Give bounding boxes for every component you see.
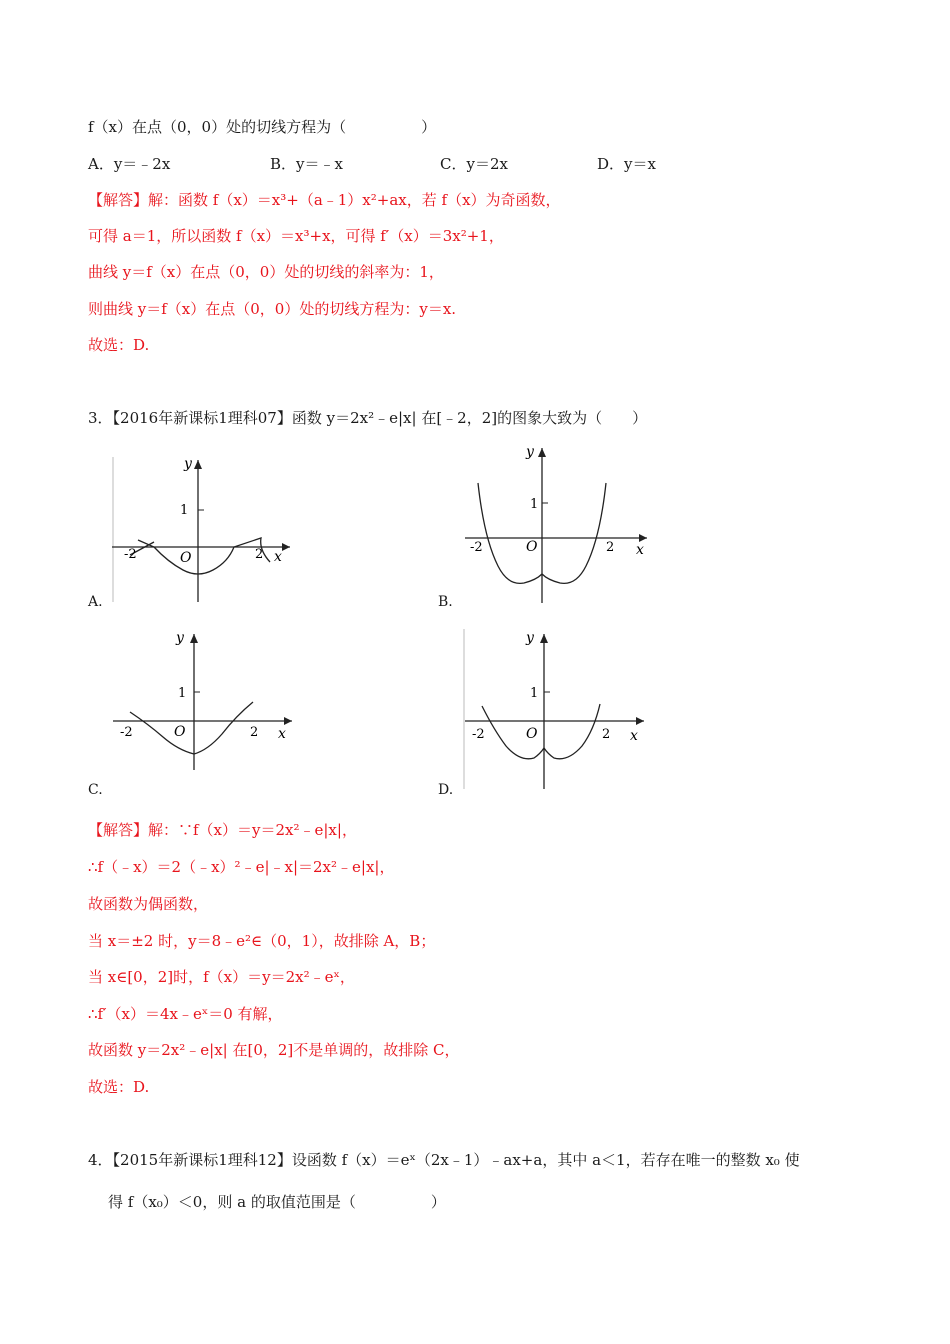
figure-a-y-label: y (184, 456, 192, 472)
figure-b-origin-label: O (526, 539, 538, 555)
q4-stem-line-1: 4．【2015年新课标1理科12】设函数 f（x）＝eˣ（2x﹣1）﹣ax+a，其中 a＜1，若存在唯一的整数 x₀ 使 (88, 1151, 800, 1169)
sol2-line-3: 曲线 y＝f（x）在点（0，0）处的切线的斜率为：1， (88, 263, 444, 281)
sol2-line-4: 则曲线 y＝f（x）在点（0，0）处的切线方程为：y＝x. (88, 300, 457, 318)
sol2-line-1: 【解答】解：函数 f（x）＝x³+（a﹣1）x²+ax，若 f（x）为奇函数， (88, 191, 561, 209)
sol3-line-2: ∴f（﹣x）＝2（﹣x）²﹣e|﹣x|＝2x²﹣e|x|， (88, 858, 395, 876)
figure-c-pos2-label: 2 (250, 725, 259, 740)
figure-d-origin-label: O (526, 726, 538, 742)
figure-d-neg2-label: -2 (472, 727, 485, 742)
figure-b-x-label: x (636, 542, 644, 558)
figure-c-label: C. (88, 782, 103, 798)
sol3-line-3: 故函数为偶函数， (88, 895, 209, 913)
figure-a-x-label: x (274, 549, 282, 565)
figure-d-x-label: x (630, 728, 638, 744)
figure-d-label: D. (438, 782, 454, 798)
sol3-line-6: ∴f′（x）＝4x﹣eˣ＝0 有解， (88, 1005, 283, 1023)
sol3-line-7: 故函数 y＝2x²﹣e|x| 在[0，2]不是单调的，故排除 C， (88, 1041, 460, 1059)
figure-c-neg2-label: -2 (120, 725, 133, 740)
q3-stem: 3．【2016年新课标1理科07】函数 y＝2x²﹣e|x| 在[﹣2，2]的图象大致为（ ） (88, 409, 648, 427)
figure-b-label: B. (438, 594, 453, 610)
figure-a-origin-label: O (180, 550, 192, 566)
sol2-line-5: 故选：D. (88, 336, 150, 354)
figure-c-origin-label: O (174, 724, 186, 740)
sol3-line-4: 当 x＝±2 时，y＝8﹣e²∈（0，1），故排除 A，B； (88, 932, 436, 950)
figure-b (460, 438, 655, 606)
sol3-line-8: 故选：D. (88, 1078, 150, 1096)
figure-c (108, 624, 298, 772)
figure-d-one-label: 1 (530, 686, 539, 701)
figure-c-x-label: x (278, 726, 286, 742)
q2-option-a: A．y＝﹣2x (88, 155, 171, 173)
figure-a (108, 452, 293, 604)
q4-stem-line-2: 得 f（x₀）＜0，则 a 的取值范围是（ ） (108, 1193, 446, 1211)
figure-d-pos2-label: 2 (602, 727, 611, 742)
figure-d-y-label: y (526, 630, 534, 646)
q2-option-b: B．y＝﹣x (270, 155, 343, 173)
figure-b-y-label: y (526, 444, 534, 460)
figure-d (460, 624, 650, 792)
figure-b-one-label: 1 (530, 497, 539, 512)
figure-a-neg2-label: -2 (124, 547, 137, 562)
figure-a-pos2-label: 2 (255, 547, 264, 562)
q2-stem: f（x）在点（0，0）处的切线方程为（ ） (88, 118, 437, 136)
figure-b-neg2-label: -2 (470, 540, 483, 555)
q2-option-c: C．y＝2x (440, 155, 508, 173)
sol3-line-5: 当 x∈[0，2]时，f（x）＝y＝2x²﹣eˣ， (88, 968, 355, 986)
sol3-line-1: 【解答】解：∵f（x）＝y＝2x²﹣e|x|， (88, 821, 357, 839)
figure-a-label: A. (88, 594, 103, 610)
q2-option-d: D．y＝x (597, 155, 656, 173)
sol2-line-2: 可得 a＝1，所以函数 f（x）＝x³+x，可得 f′（x）＝3x²+1， (88, 227, 504, 245)
figure-c-one-label: 1 (178, 686, 187, 701)
figure-c-y-label: y (176, 630, 184, 646)
figure-a-one-label: 1 (180, 503, 189, 518)
figure-b-pos2-label: 2 (606, 540, 615, 555)
